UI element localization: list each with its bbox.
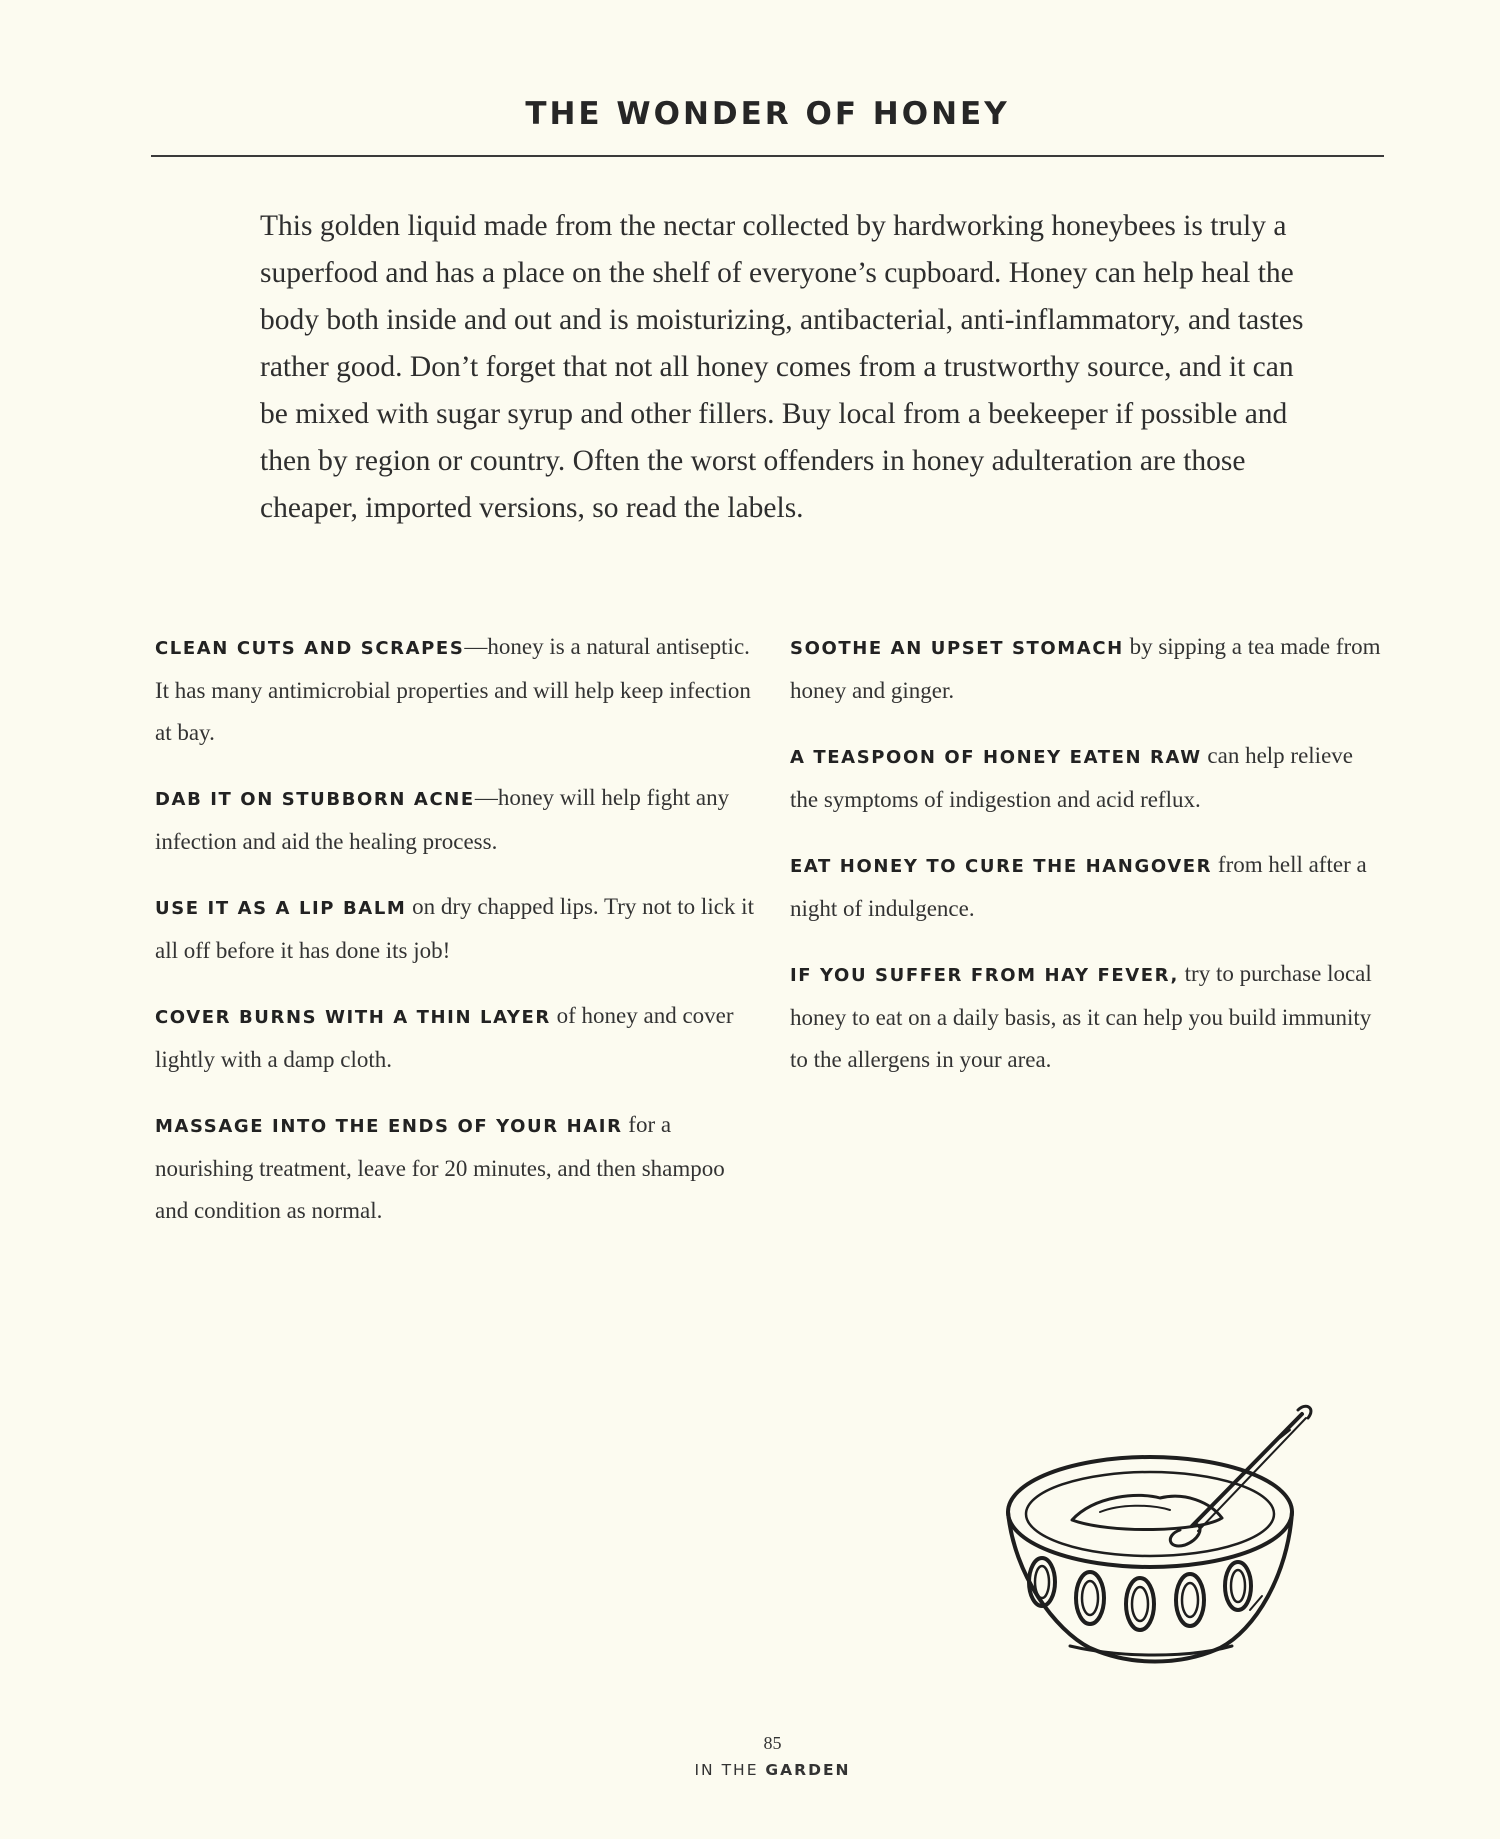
tip-acne xyxy=(155,777,755,863)
tip-text: by sipping a tea made from honey and ginger. xyxy=(790,634,1381,703)
tip-text: for a nourishing treatment, leave for 20 minutes, and then shampoo and condition as normal. xyxy=(155,1112,725,1223)
tip-teaspoon xyxy=(790,735,1385,821)
tip-heading: USE IT AS A LIP BALM xyxy=(155,898,407,919)
tip-heading: MASSAGE INTO THE ENDS OF YOUR HAIR xyxy=(155,1116,623,1137)
tip-text: of honey and cover lightly with a damp cloth. xyxy=(155,1003,734,1072)
tip-lip-balm xyxy=(155,886,755,972)
tip-clean-cuts xyxy=(155,626,755,754)
tips-right-column xyxy=(790,626,1385,1104)
tip-heading: SOOTHE AN UPSET STOMACH xyxy=(790,638,1124,659)
footer-section-name: GARDEN xyxy=(765,1761,851,1779)
tip-text: —honey will help fight any infection and aid the healing process. xyxy=(155,785,730,854)
tip-heading: CLEAN CUTS AND SCRAPES xyxy=(155,638,465,659)
tip-burns xyxy=(155,995,755,1081)
page-title: THE WONDER OF HONEY xyxy=(525,96,1010,132)
tip-text: on dry chapped lips. Try not to lick it all off before it has done its job! xyxy=(155,894,754,963)
tip-hair xyxy=(155,1104,755,1232)
tip-hay-fever xyxy=(790,953,1385,1081)
page-number: 85 xyxy=(763,1733,782,1753)
tip-heading: COVER BURNS WITH A THIN LAYER xyxy=(155,1007,551,1028)
tip-text: can help relieve the symptoms of indigestion and acid reflux. xyxy=(790,743,1353,812)
tip-hangover xyxy=(790,844,1385,930)
section-footer xyxy=(0,1761,1500,1779)
tips-left-column xyxy=(155,626,755,1255)
title-rule xyxy=(151,155,1384,157)
tip-text: —honey is a natural antiseptic. It has many antimicrobial properties and will help keep infection at bay. xyxy=(155,634,751,745)
tip-stomach xyxy=(790,626,1385,712)
tip-heading: IF YOU SUFFER FROM HAY FEVER, xyxy=(790,965,1179,986)
tip-heading: EAT HONEY TO CURE THE HANGOVER xyxy=(790,856,1213,877)
tip-text: from hell after a night of indulgence. xyxy=(790,852,1367,921)
tip-text: try to purchase local honey to eat on a daily basis, as it can help you build immunity to the allergens in your area. xyxy=(790,961,1372,1072)
tip-heading: DAB IT ON STUBBORN ACNE xyxy=(155,789,475,810)
honey-bowl-with-spoon-icon xyxy=(1000,1400,1330,1670)
tip-heading: A TEASPOON OF HONEY EATEN RAW xyxy=(790,747,1202,768)
intro-paragraph: This golden liquid made from the nectar collected by hardworking honeybees is truly a superfood and has a place on the shelf of everyone’s cupboard. Honey can help heal the body both inside and out and is moisturizing, antibacterial, anti-inflammatory, and tastes rather good. Don’t forget that not all honey comes from a trustworthy source, and it can be mixed with sugar syrup and other fillers. Buy local from a beekeeper if possible and then by region or country. Often the worst offenders in honey adulteration are those cheaper, imported versions, so read the labels. xyxy=(260,210,1304,524)
footer-prefix: IN THE xyxy=(694,1761,766,1779)
